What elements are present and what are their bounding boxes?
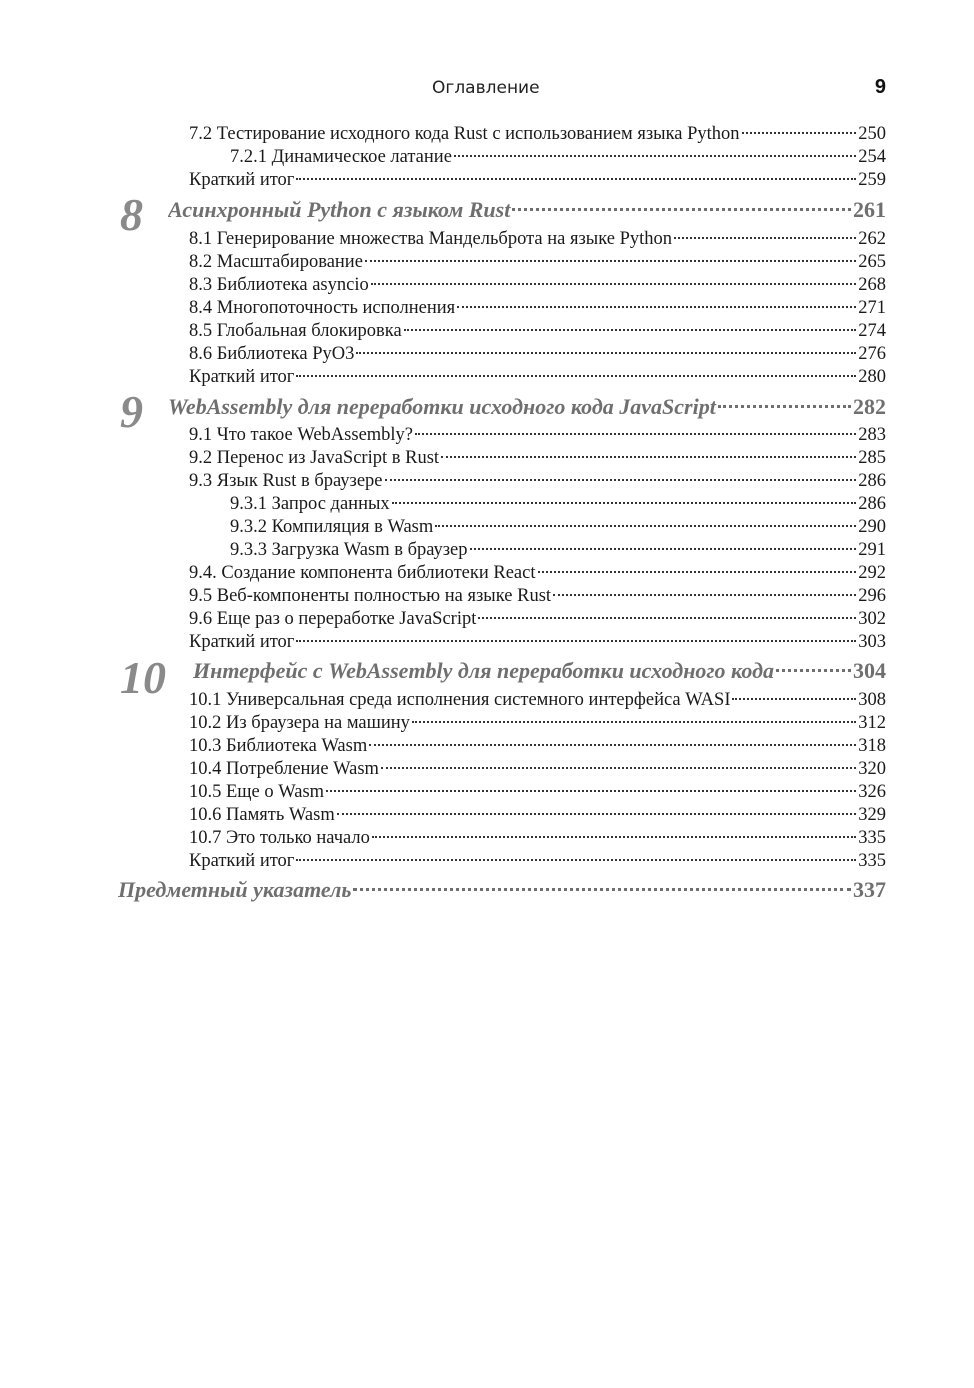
toc-entry-label: 10.6 Память Wasm [189,805,335,825]
toc-entry-page: 326 [858,782,886,802]
dot-leader [392,502,857,504]
toc-entry-page: 286 [858,471,886,491]
chapter-number: 9 [120,386,143,437]
dot-leader [742,132,857,134]
toc-entry-page: 259 [858,170,886,190]
toc-entry[interactable] [189,250,886,274]
toc-entry-page: 282 [853,394,886,419]
toc-entry[interactable] [189,296,886,320]
toc-entry[interactable] [189,711,886,735]
dot-leader [718,405,851,408]
toc-entry-page: 283 [858,425,886,445]
toc-entry[interactable] [230,492,886,516]
toc-entry-page: 296 [858,586,886,606]
toc-entry-page: 254 [858,147,886,167]
toc-entry-page: 262 [858,229,886,249]
toc-entry[interactable] [189,319,886,343]
dot-leader [385,479,857,481]
toc-entry[interactable] [189,688,886,712]
toc-entry[interactable] [189,122,886,146]
toc-chapter-entry[interactable] [168,392,886,422]
dot-leader [732,698,856,700]
toc-entry[interactable] [189,342,886,366]
toc-entry-label: 9.1 Что такое WebAssembly? [189,425,414,445]
dot-leader [457,306,856,308]
toc-entry-label: 8.3 Библиотека asyncio [189,275,369,295]
toc-index-title: Предметный указатель [118,877,352,902]
toc-entry[interactable] [189,365,886,389]
dot-leader [296,375,856,377]
dot-leader [478,617,856,619]
running-header [0,76,974,102]
toc-entry-label: 8.6 Библиотека PyO3 [189,344,355,364]
toc-entry[interactable] [189,826,886,850]
toc-chapter-title: WebAssembly для переработки исходного кода JavaScript [168,394,716,419]
page-number: 9 [874,76,886,98]
dot-leader [353,888,851,891]
chapter-number: 8 [120,189,143,240]
toc-entry-page: 304 [853,658,886,683]
toc-entry-label: 9.3.3 Загрузка Wasm в браузер [230,540,468,560]
toc-entry[interactable] [189,734,886,758]
chapter-number: 10 [120,652,166,703]
toc-entry[interactable] [189,227,886,251]
toc-entry[interactable] [189,168,886,192]
dot-leader [441,456,856,458]
toc-entry-page: 268 [858,275,886,295]
toc-entry-page: 285 [858,448,886,468]
toc-entry-page: 290 [858,517,886,537]
toc-entry[interactable] [189,469,886,493]
dot-leader [371,283,857,285]
toc-entry-page: 274 [858,321,886,341]
toc-chapter-entry[interactable] [168,195,886,225]
dot-leader [296,178,856,180]
toc-entry-page: 292 [858,563,886,583]
toc-entry[interactable] [189,561,886,585]
toc-entry[interactable] [189,446,886,470]
toc-entry[interactable] [189,423,886,447]
toc-entry-page: 280 [858,367,886,387]
dot-leader [435,525,856,527]
toc-entry-label: 9.3.1 Запрос данных [230,494,390,514]
dot-leader [553,594,856,596]
toc-entry-label: 9.3.2 Компиляция в Wasm [230,517,434,537]
dot-leader [776,669,851,672]
toc-entry-page: 302 [858,609,886,629]
toc-entry-label: 8.1 Генерирование множества Мандельброта на языке Python [189,229,673,249]
toc-entry[interactable] [189,607,886,631]
dot-leader [369,744,856,746]
toc-entry-page: 250 [858,124,886,144]
dot-leader [296,859,856,861]
toc-entry-page: 265 [858,252,886,272]
dot-leader [512,208,851,211]
toc-entry-label: 9.3 Язык Rust в браузере [189,471,383,491]
toc-entry[interactable] [189,273,886,297]
toc-entry-page: 335 [858,828,886,848]
dot-leader [381,767,856,769]
toc-entry-page: 335 [858,851,886,871]
toc-entry-label: 10.2 Из браузера на машину [189,713,410,733]
toc-entry[interactable] [189,849,886,873]
toc-entry-label: 10.1 Универсальная среда исполнения системного интерфейса WASI [189,690,731,710]
toc-entry-page: 318 [858,736,886,756]
toc-entry-label: Краткий итог [189,632,295,652]
dot-leader [337,813,857,815]
dot-leader [470,548,857,550]
toc-entry-label: 10.3 Библиотека Wasm [189,736,368,756]
toc-entry-label: 10.7 Это только начало [189,828,370,848]
toc-entry[interactable] [189,757,886,781]
toc-entry[interactable] [230,538,886,562]
toc-entry-page: 271 [858,298,886,318]
dot-leader [326,790,856,792]
toc-entry-label: Краткий итог [189,367,295,387]
toc-entry-label: 10.4 Потребление Wasm [189,759,379,779]
toc-entry-label: 7.2.1 Динамическое латание [230,147,452,167]
toc-index-entry[interactable] [118,875,886,905]
toc-entry-label: Краткий итог [189,170,295,190]
toc-entry[interactable] [230,145,886,169]
toc-chapter-entry[interactable] [193,656,886,686]
toc-entry-label: 8.4 Многопоточность исполнения [189,298,456,318]
dot-leader [365,260,856,262]
toc-entry[interactable] [189,584,886,608]
dot-leader [404,329,857,331]
toc-entry-page: 308 [858,690,886,710]
toc-entry[interactable] [189,780,886,804]
toc-chapter-title: Интерфейс с WebAssembly для переработки исходного кода [193,658,774,683]
toc-entry-page: 320 [858,759,886,779]
dot-leader [415,433,856,435]
dot-leader [372,836,856,838]
toc-entry-label: Краткий итог [189,851,295,871]
toc-entry-label: 8.2 Масштабирование [189,252,363,272]
toc-entry-label: 9.4. Создание компонента библиотеки React [189,563,536,583]
toc-entry-page: 261 [853,197,886,222]
dot-leader [674,237,856,239]
dot-leader [454,155,856,157]
toc-entry-page: 337 [853,877,886,902]
toc-entry-label: 10.5 Еще о Wasm [189,782,325,802]
toc-entry[interactable] [230,515,886,539]
toc-entry-label: 7.2 Тестирование исходного кода Rust с использованием языка Python [189,124,740,144]
toc-entry[interactable] [189,630,886,654]
toc-entry-page: 312 [858,713,886,733]
toc-entry-page: 291 [858,540,886,560]
toc-entry[interactable] [189,803,886,827]
dot-leader [296,640,856,642]
toc-entry-page: 329 [858,805,886,825]
dot-leader [356,352,856,354]
toc-entry-page: 303 [858,632,886,652]
toc-entry-label: 9.6 Еще раз о переработке JavaScript [189,609,477,629]
toc-entry-label: 8.5 Глобальная блокировка [189,321,402,341]
dot-leader [412,721,856,723]
dot-leader [538,571,857,573]
toc-entry-page: 276 [858,344,886,364]
running-title: Оглавление [432,78,540,98]
toc-entry-page: 286 [858,494,886,514]
toc-entry-label: 9.2 Перенос из JavaScript в Rust [189,448,440,468]
toc-entry-label: 9.5 Веб-компоненты полностью на языке Rust [189,586,552,606]
toc-chapter-title: Асинхронный Python с языком Rust [168,197,511,222]
